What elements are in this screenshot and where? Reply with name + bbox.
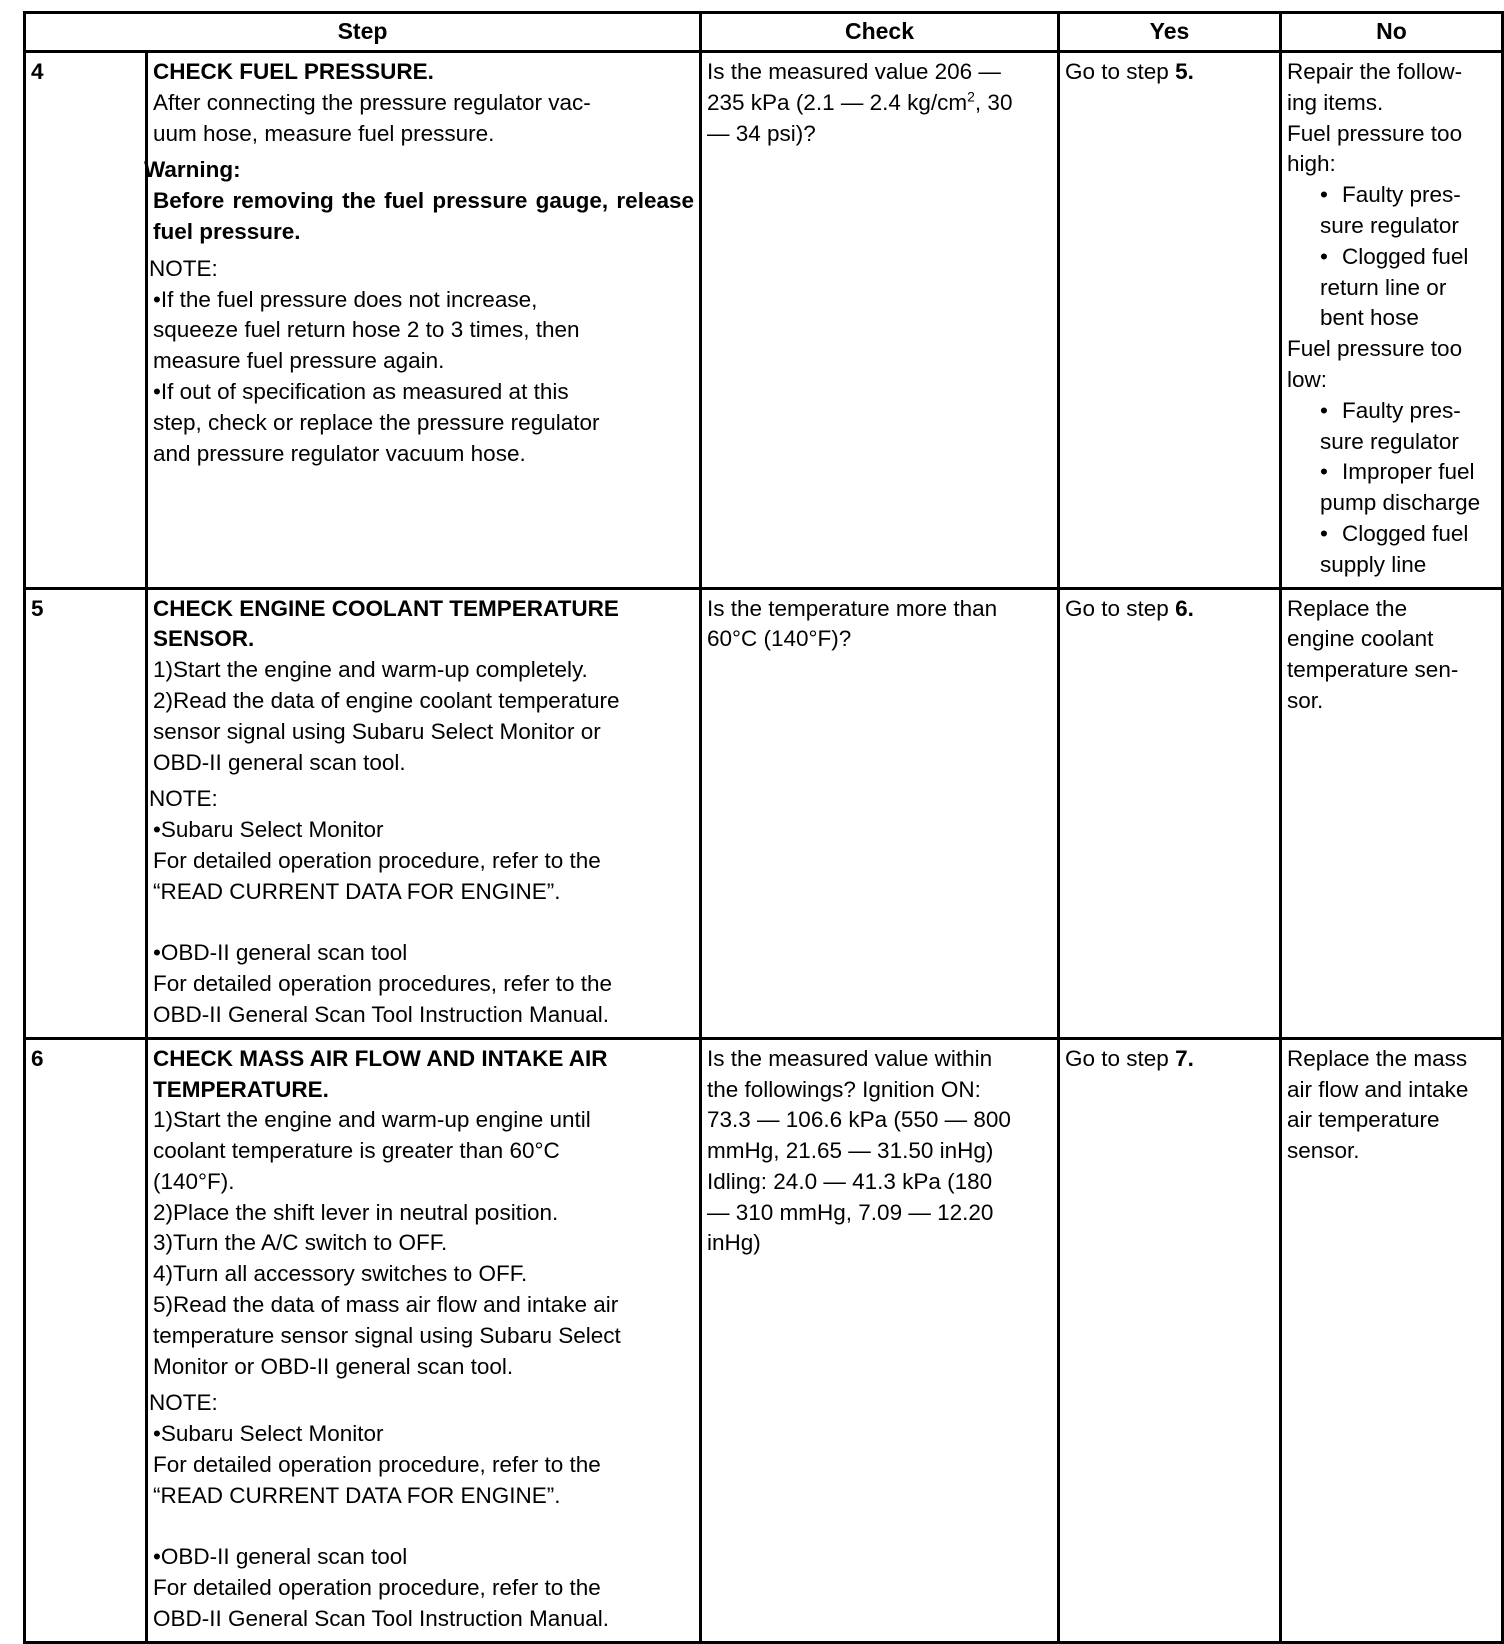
note-text: squeeze fuel return hose 2 to 3 times, then xyxy=(153,317,580,343)
no-text: Fuel pressure too xyxy=(1287,120,1463,146)
list-item xyxy=(1287,457,1496,488)
step-text: (140°F). xyxy=(153,1168,235,1194)
list-item xyxy=(1287,396,1496,427)
header-no: No xyxy=(1281,13,1503,52)
note-text: For detailed operation procedure, refer to the xyxy=(153,1575,601,1601)
check-cell xyxy=(701,52,1059,589)
header-check: Check xyxy=(701,13,1059,52)
note-text: For detailed operation procedure, refer to the xyxy=(153,1452,601,1478)
note-text: •If out of specification as measured at this xyxy=(153,378,569,404)
diagnostic-table xyxy=(23,11,1504,1644)
yes-prefix: Go to step xyxy=(1065,59,1176,84)
warning-text: Before removing the fuel pressure gauge, release fuel pressure. xyxy=(153,188,694,244)
check-text: Is the temperature more than xyxy=(707,595,998,621)
note-text: OBD-II General Scan Tool Instruction Manual. xyxy=(153,1606,610,1632)
check-text: Idling: 24.0 — 41.3 kPa (180 xyxy=(707,1168,993,1194)
yes-step-link[interactable]: 6. xyxy=(1175,595,1194,621)
step-text: 2)Read the data of engine coolant temperature xyxy=(153,687,620,713)
step-title: CHECK MASS AIR FLOW AND INTAKE AIR xyxy=(153,1045,608,1071)
no-text: Replace the mass xyxy=(1287,1045,1468,1071)
no-text: Repair the follow- xyxy=(1287,59,1463,84)
check-text: inHg) xyxy=(707,1230,761,1256)
list-item-cont: bent hose xyxy=(1320,305,1419,331)
list-item-text: Faulty pres- xyxy=(1342,182,1461,208)
step-text: sensor signal using Subaru Select Monitor or xyxy=(153,718,601,744)
note-text: •OBD-II general scan tool xyxy=(153,1544,408,1570)
list-item xyxy=(1287,519,1496,550)
yes-prefix: Go to step xyxy=(1065,595,1176,621)
check-text: — 34 psi)? xyxy=(707,120,816,146)
list-item-cont: sure regulator xyxy=(1320,428,1459,454)
header-step: Step xyxy=(25,13,701,52)
spacer xyxy=(153,908,694,939)
bullet: • xyxy=(1320,459,1328,485)
step-text: OBD-II general scan tool. xyxy=(153,749,406,775)
list-item-text: Clogged fuel xyxy=(1342,243,1469,269)
no-text: temperature sen- xyxy=(1287,657,1459,683)
step-text: 2)Place the shift lever in neutral position. xyxy=(153,1199,559,1225)
check-cell xyxy=(701,588,1059,1038)
note-text: “READ CURRENT DATA FOR ENGINE”. xyxy=(153,1482,561,1508)
yes-step-link[interactable]: 5. xyxy=(1175,59,1194,84)
list-item xyxy=(1287,180,1496,211)
step-text: After connecting the pressure regulator vac- xyxy=(153,89,591,115)
note-text: and pressure regulator vacuum hose. xyxy=(153,440,526,466)
check-text: Is the measured value 206 — xyxy=(707,59,1001,84)
table-row xyxy=(25,1038,1503,1642)
no-text: Fuel pressure too xyxy=(1287,336,1463,362)
warning-label: Warning: xyxy=(144,157,241,183)
step-cell xyxy=(144,52,701,589)
no-text: sensor. xyxy=(1287,1138,1360,1164)
no-text: engine coolant xyxy=(1287,626,1434,652)
no-cell xyxy=(1281,1038,1503,1642)
list-item-cont: return line or xyxy=(1320,274,1447,300)
note-text: •Subaru Select Monitor xyxy=(153,817,384,843)
note-text: measure fuel pressure again. xyxy=(153,348,445,374)
no-text: air temperature xyxy=(1287,1107,1440,1133)
step-text: 5)Read the data of mass air flow and intake air xyxy=(153,1292,619,1318)
no-text: Replace the xyxy=(1287,595,1408,621)
step-text: coolant temperature is greater than 60°C xyxy=(153,1138,560,1164)
note-text: OBD-II General Scan Tool Instruction Manual. xyxy=(153,1001,610,1027)
yes-cell xyxy=(1059,588,1281,1038)
bullet: • xyxy=(1320,182,1328,208)
note-text: •Subaru Select Monitor xyxy=(153,1421,384,1447)
step-title: SENSOR. xyxy=(153,626,255,652)
yes-prefix: Go to step xyxy=(1065,1045,1176,1071)
list-item-text: Faulty pres- xyxy=(1342,397,1461,423)
no-text: air flow and intake xyxy=(1287,1076,1469,1102)
step-text: 4)Turn all accessory switches to OFF. xyxy=(153,1261,528,1287)
spacer xyxy=(153,1512,694,1543)
list-item-cont: sure regulator xyxy=(1320,212,1459,238)
check-text: mmHg, 21.65 — 31.50 inHg) xyxy=(707,1138,994,1164)
yes-cell xyxy=(1059,1038,1281,1642)
list-item-cont: supply line xyxy=(1320,551,1427,577)
no-text: low: xyxy=(1287,366,1328,392)
no-cell xyxy=(1281,588,1503,1038)
no-text: sor. xyxy=(1287,687,1324,713)
note-text: For detailed operation procedure, refer to the xyxy=(153,847,601,873)
list-item-text: Improper fuel xyxy=(1342,459,1475,485)
note-text: •OBD-II general scan tool xyxy=(153,940,408,966)
note-text: •If the fuel pressure does not increase, xyxy=(153,286,538,312)
note-label: NOTE: xyxy=(149,255,218,281)
table-row xyxy=(25,588,1503,1038)
no-text: ing items. xyxy=(1287,89,1384,115)
bullet: • xyxy=(1320,520,1328,546)
step-cell xyxy=(147,1038,701,1642)
step-title: CHECK ENGINE COOLANT TEMPERATURE xyxy=(153,595,619,621)
step-cell xyxy=(147,588,701,1038)
check-text: Is the measured value within xyxy=(707,1045,993,1071)
step-number: 6 xyxy=(25,1038,147,1642)
table-row xyxy=(25,52,1503,589)
note-label: NOTE: xyxy=(149,1390,218,1416)
note-label: NOTE: xyxy=(149,786,218,812)
check-text: 73.3 — 106.6 kPa (550 — 800 xyxy=(707,1107,1011,1133)
step-text: Monitor or OBD-II general scan tool. xyxy=(153,1353,514,1379)
list-item xyxy=(1287,242,1496,273)
bullet: • xyxy=(1320,397,1328,423)
step-text: temperature sensor signal using Subaru Select xyxy=(153,1322,621,1348)
step-text: uum hose, measure fuel pressure. xyxy=(153,120,495,146)
superscript: 2 xyxy=(967,88,975,105)
header-yes: Yes xyxy=(1059,13,1281,52)
check-text-part: 235 kPa (2.1 — 2.4 kg/cm xyxy=(707,89,968,115)
step-title: TEMPERATURE. xyxy=(153,1076,329,1102)
no-text: high: xyxy=(1287,151,1336,177)
check-cell xyxy=(701,1038,1059,1642)
list-item-text: Clogged fuel xyxy=(1342,520,1469,546)
yes-cell xyxy=(1059,52,1281,589)
check-text-part: , 30 xyxy=(974,89,1013,115)
check-text: — 310 mmHg, 7.09 — 12.20 xyxy=(707,1199,994,1225)
step-text: 1)Start the engine and warm-up engine until xyxy=(153,1107,591,1133)
list-item-cont: pump discharge xyxy=(1320,490,1481,516)
check-text: the followings? Ignition ON: xyxy=(707,1076,981,1102)
bullet: • xyxy=(1320,243,1328,269)
step-title: CHECK FUEL PRESSURE. xyxy=(153,59,434,84)
step-number: 5 xyxy=(25,588,147,1038)
note-text: step, check or replace the pressure regulator xyxy=(153,409,600,435)
check-text: 60°C (140°F)? xyxy=(707,626,852,652)
step-text: 3)Turn the A/C switch to OFF. xyxy=(153,1230,448,1256)
note-text: “READ CURRENT DATA FOR ENGINE”. xyxy=(153,878,561,904)
check-text xyxy=(707,88,1052,119)
step-number: 4 xyxy=(25,52,147,589)
step-text: 1)Start the engine and warm-up completely. xyxy=(153,657,588,683)
yes-step-link[interactable]: 7. xyxy=(1175,1045,1194,1071)
no-cell xyxy=(1281,52,1503,589)
header-row xyxy=(25,13,1503,52)
note-text: For detailed operation procedures, refer to the xyxy=(153,971,613,997)
